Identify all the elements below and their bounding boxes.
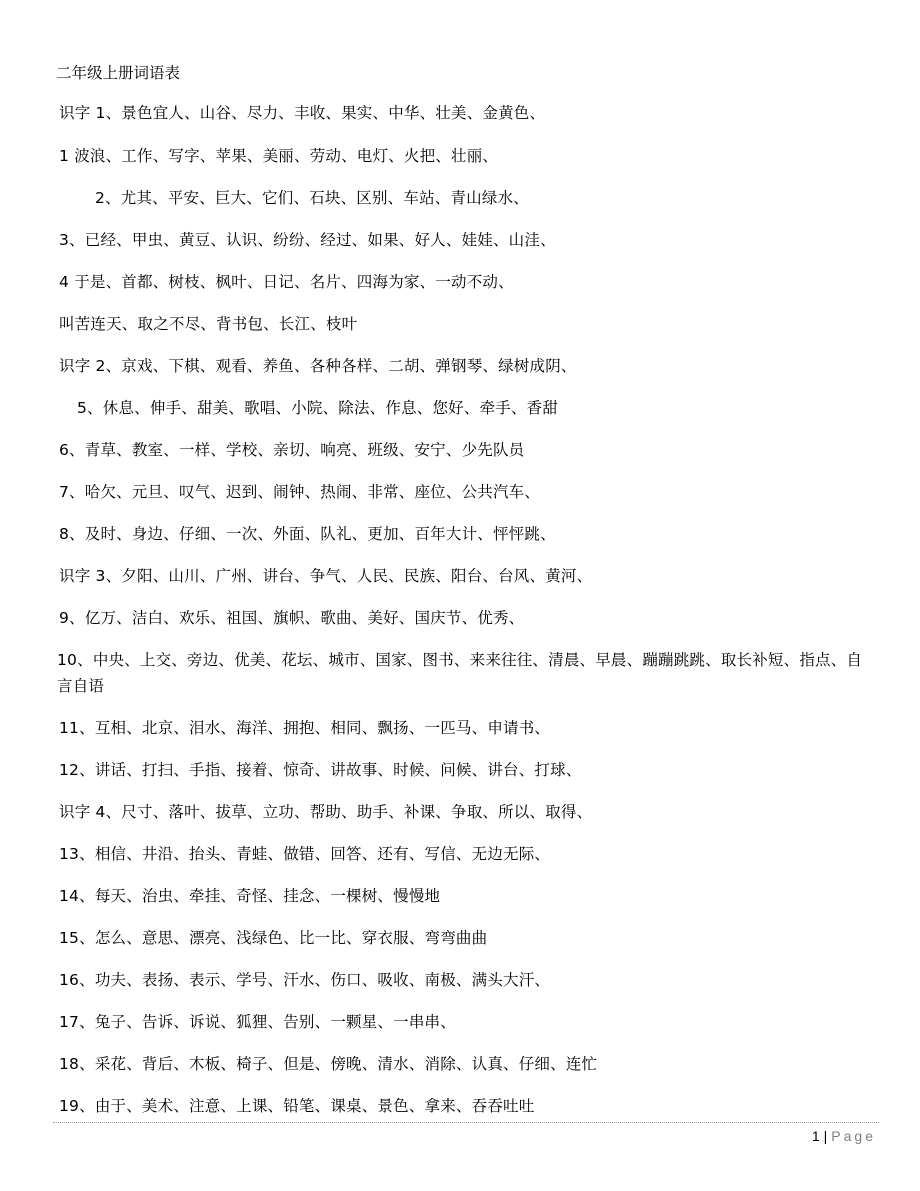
page-footer bbox=[812, 1126, 876, 1146]
word-line: 1 波浪、工作、写字、苹果、美丽、劳动、电灯、火把、壮丽、 bbox=[59, 147, 499, 165]
word-line: 17、兔子、告诉、诉说、狐狸、告别、一颗星、一串串、 bbox=[59, 1013, 456, 1031]
word-line: 18、采花、背后、木板、椅子、但是、傍晚、清水、消除、认真、仔细、连忙 bbox=[59, 1055, 598, 1073]
word-line: 5、休息、伸手、甜美、歌唱、小院、除法、作息、您好、牵手、香甜 bbox=[77, 399, 559, 417]
word-line: 3、已经、甲虫、黄豆、认识、纷纷、经过、如果、好人、娃娃、山洼、 bbox=[59, 231, 556, 249]
word-line: 识字 1、景色宜人、山谷、尽力、丰收、果实、中华、壮美、金黄色、 bbox=[59, 104, 546, 122]
word-line: 12、讲话、打扫、手指、接着、惊奇、讲故事、时候、问候、讲台、打球、 bbox=[59, 761, 582, 779]
document-title: 二年级上册词语表 bbox=[56, 64, 181, 82]
word-line: 7、哈欠、元旦、叹气、迟到、闹钟、热闹、非常、座位、公共汽车、 bbox=[59, 483, 541, 501]
word-line: 4 于是、首都、树枝、枫叶、日记、名片、四海为家、一动不动、 bbox=[59, 273, 514, 291]
footer-divider bbox=[53, 1122, 879, 1123]
word-line: 14、每天、治虫、牵挂、奇怪、挂念、一棵树、慢慢地 bbox=[59, 887, 441, 905]
word-line: 2、尤其、平安、巨大、它们、石块、区别、车站、青山绿水、 bbox=[95, 189, 529, 207]
word-line: 识字 3、夕阳、山川、广州、讲台、争气、人民、民族、阳台、台风、黄河、 bbox=[59, 567, 593, 585]
word-line: 10、中央、上交、旁边、优美、花坛、城市、国家、图书、来来往往、清晨、早晨、蹦蹦跳跳、取长补短、指点、自言自语 bbox=[57, 651, 863, 695]
word-line: 11、互相、北京、泪水、海洋、拥抱、相同、飘扬、一匹马、申请书、 bbox=[59, 719, 551, 737]
word-line: 15、怎么、意思、漂亮、浅绿色、比一比、穿衣服、弯弯曲曲 bbox=[59, 929, 488, 947]
word-line: 识字 2、京戏、下棋、观看、养鱼、各种各样、二胡、弹钢琴、绿树成阴、 bbox=[59, 357, 577, 375]
word-line: 16、功夫、表扬、表示、学号、汗水、伤口、吸收、南极、满头大汗、 bbox=[59, 971, 551, 989]
word-line: 19、由于、美术、注意、上课、铅笔、课桌、景色、拿来、吞吞吐吐 bbox=[59, 1097, 535, 1115]
word-line: 6、青草、教室、一样、学校、亲切、响亮、班级、安宁、少先队员 bbox=[59, 441, 525, 459]
word-line: 13、相信、井沿、抬头、青蛙、做错、回答、还有、写信、无边无际、 bbox=[59, 845, 551, 863]
word-line: 8、及时、身边、仔细、一次、外面、队礼、更加、百年大计、怦怦跳、 bbox=[59, 525, 556, 543]
word-line: 识字 4、尺寸、落叶、拔草、立功、帮助、助手、补课、争取、所以、取得、 bbox=[59, 803, 593, 821]
word-line: 9、亿万、洁白、欢乐、祖国、旗帜、歌曲、美好、国庆节、优秀、 bbox=[59, 609, 525, 627]
footer-separator: | bbox=[823, 1128, 828, 1144]
page-label: Page bbox=[831, 1128, 876, 1144]
word-line: 叫苦连天、取之不尽、背书包、长江、枝叶 bbox=[59, 315, 358, 333]
page-number: 1 bbox=[811, 1128, 820, 1144]
